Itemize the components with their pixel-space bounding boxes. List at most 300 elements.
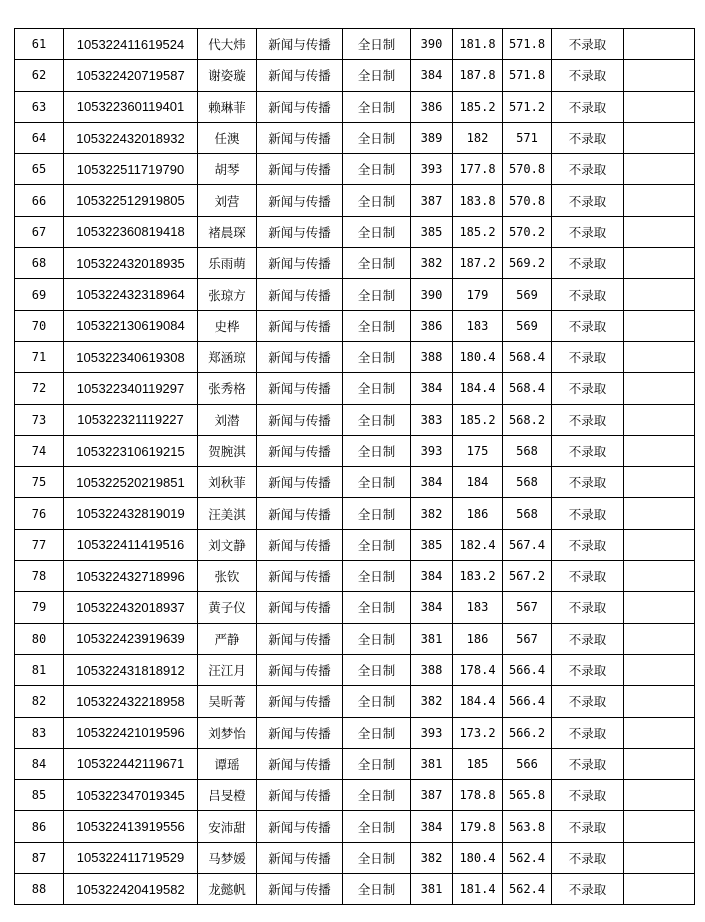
total-score-cell: 568.4 [503,373,552,404]
candidate-id-cell: 105322413919556 [64,811,198,842]
table-row [15,310,695,341]
retest-score-cell: 180.4 [453,341,503,372]
table-row [15,60,695,91]
major-cell: 新闻与传播 [257,91,343,122]
first-exam-score-cell: 385 [411,216,453,247]
first-exam-score-cell: 386 [411,91,453,122]
retest-score-cell: 184.4 [453,686,503,717]
total-score-cell: 571.2 [503,91,552,122]
major-cell: 新闻与传播 [257,623,343,654]
total-score-cell: 570.2 [503,216,552,247]
study-mode-cell: 全日制 [343,686,411,717]
major-cell: 新闻与传播 [257,60,343,91]
major-cell: 新闻与传播 [257,592,343,623]
study-mode-cell: 全日制 [343,310,411,341]
table-row [15,248,695,279]
first-exam-score-cell: 384 [411,561,453,592]
table-row [15,592,695,623]
major-cell: 新闻与传播 [257,529,343,560]
first-exam-score-cell: 386 [411,310,453,341]
retest-score-cell: 183 [453,310,503,341]
remarks-cell [624,842,695,873]
candidate-id-cell: 105322310619215 [64,435,198,466]
major-cell: 新闻与传播 [257,279,343,310]
table-row [15,623,695,654]
row-number-cell: 71 [15,341,64,372]
candidate-name-cell: 郑涵琼 [198,341,257,372]
admission-result-cell: 不录取 [552,91,624,122]
row-number-cell: 85 [15,780,64,811]
study-mode-cell: 全日制 [343,623,411,654]
candidate-name-cell: 刘文静 [198,529,257,560]
candidate-name-cell: 任澳 [198,122,257,153]
first-exam-score-cell: 387 [411,780,453,811]
admission-result-cell: 不录取 [552,154,624,185]
admission-result-cell: 不录取 [552,592,624,623]
row-number-cell: 68 [15,248,64,279]
major-cell: 新闻与传播 [257,373,343,404]
total-score-cell: 569.2 [503,248,552,279]
candidate-id-cell: 105322432718996 [64,561,198,592]
total-score-cell: 570.8 [503,154,552,185]
remarks-cell [624,561,695,592]
first-exam-score-cell: 393 [411,717,453,748]
major-cell: 新闻与传播 [257,686,343,717]
total-score-cell: 571.8 [503,60,552,91]
row-number-cell: 61 [15,29,64,60]
table-row [15,154,695,185]
admission-result-cell: 不录取 [552,842,624,873]
candidate-id-cell: 105322420719587 [64,60,198,91]
retest-score-cell: 183.8 [453,185,503,216]
candidate-name-cell: 胡琴 [198,154,257,185]
first-exam-score-cell: 384 [411,60,453,91]
candidate-id-cell: 105322432218958 [64,686,198,717]
major-cell: 新闻与传播 [257,467,343,498]
admission-result-cell: 不录取 [552,310,624,341]
row-number-cell: 76 [15,498,64,529]
remarks-cell [624,467,695,498]
remarks-cell [624,91,695,122]
admission-result-cell: 不录取 [552,686,624,717]
row-number-cell: 72 [15,373,64,404]
row-number-cell: 65 [15,154,64,185]
total-score-cell: 567 [503,623,552,654]
table-row [15,29,695,60]
major-cell: 新闻与传播 [257,122,343,153]
first-exam-score-cell: 382 [411,498,453,529]
remarks-cell [624,498,695,529]
remarks-cell [624,373,695,404]
remarks-cell [624,341,695,372]
candidate-id-cell: 105322411619524 [64,29,198,60]
row-number-cell: 74 [15,435,64,466]
remarks-cell [624,60,695,91]
retest-score-cell: 187.2 [453,248,503,279]
study-mode-cell: 全日制 [343,780,411,811]
row-number-cell: 86 [15,811,64,842]
total-score-cell: 570.8 [503,185,552,216]
retest-score-cell: 173.2 [453,717,503,748]
retest-score-cell: 184 [453,467,503,498]
admission-result-cell: 不录取 [552,341,624,372]
retest-score-cell: 185.2 [453,216,503,247]
retest-score-cell: 177.8 [453,154,503,185]
candidate-name-cell: 马梦媛 [198,842,257,873]
row-number-cell: 63 [15,91,64,122]
study-mode-cell: 全日制 [343,279,411,310]
remarks-cell [624,717,695,748]
candidate-name-cell: 乐雨萌 [198,248,257,279]
table-row [15,686,695,717]
admission-result-cell: 不录取 [552,561,624,592]
candidate-id-cell: 105322411719529 [64,842,198,873]
admission-result-cell: 不录取 [552,874,624,905]
first-exam-score-cell: 381 [411,748,453,779]
candidate-id-cell: 105322432018937 [64,592,198,623]
first-exam-score-cell: 393 [411,154,453,185]
remarks-cell [624,529,695,560]
admission-result-cell: 不录取 [552,435,624,466]
total-score-cell: 566 [503,748,552,779]
row-number-cell: 66 [15,185,64,216]
total-score-cell: 569 [503,279,552,310]
candidate-name-cell: 张秀格 [198,373,257,404]
total-score-cell: 571.8 [503,29,552,60]
admission-result-cell: 不录取 [552,248,624,279]
admission-result-cell: 不录取 [552,373,624,404]
row-number-cell: 69 [15,279,64,310]
first-exam-score-cell: 382 [411,248,453,279]
candidate-id-cell: 105322420419582 [64,874,198,905]
row-number-cell: 75 [15,467,64,498]
major-cell: 新闻与传播 [257,185,343,216]
total-score-cell: 571 [503,122,552,153]
admission-result-cell: 不录取 [552,811,624,842]
candidate-name-cell: 黄子仪 [198,592,257,623]
retest-score-cell: 183 [453,592,503,623]
candidate-name-cell: 龙懿帆 [198,874,257,905]
major-cell: 新闻与传播 [257,154,343,185]
study-mode-cell: 全日制 [343,717,411,748]
first-exam-score-cell: 384 [411,592,453,623]
candidate-id-cell: 105322442119671 [64,748,198,779]
first-exam-score-cell: 384 [411,373,453,404]
table-row [15,529,695,560]
table-row [15,185,695,216]
candidate-name-cell: 谭瑶 [198,748,257,779]
retest-score-cell: 183.2 [453,561,503,592]
first-exam-score-cell: 381 [411,623,453,654]
remarks-cell [624,279,695,310]
table-row [15,341,695,372]
study-mode-cell: 全日制 [343,561,411,592]
first-exam-score-cell: 390 [411,29,453,60]
remarks-cell [624,185,695,216]
row-number-cell: 73 [15,404,64,435]
retest-score-cell: 186 [453,498,503,529]
remarks-cell [624,874,695,905]
total-score-cell: 566.4 [503,654,552,685]
candidate-id-cell: 105322340619308 [64,341,198,372]
candidate-name-cell: 安沛甜 [198,811,257,842]
major-cell: 新闻与传播 [257,717,343,748]
row-number-cell: 78 [15,561,64,592]
study-mode-cell: 全日制 [343,373,411,404]
remarks-cell [624,748,695,779]
study-mode-cell: 全日制 [343,216,411,247]
candidate-id-cell: 105322511719790 [64,154,198,185]
candidate-name-cell: 张钦 [198,561,257,592]
major-cell: 新闻与传播 [257,748,343,779]
first-exam-score-cell: 382 [411,842,453,873]
candidate-id-cell: 105322347019345 [64,780,198,811]
remarks-cell [624,248,695,279]
admission-result-cell: 不录取 [552,185,624,216]
candidate-name-cell: 严静 [198,623,257,654]
retest-score-cell: 182 [453,122,503,153]
total-score-cell: 567.4 [503,529,552,560]
candidate-id-cell: 105322432318964 [64,279,198,310]
candidate-name-cell: 吕旻橙 [198,780,257,811]
study-mode-cell: 全日制 [343,654,411,685]
candidate-id-cell: 105322432819019 [64,498,198,529]
admission-result-cell: 不录取 [552,60,624,91]
study-mode-cell: 全日制 [343,842,411,873]
remarks-cell [624,654,695,685]
candidate-name-cell: 谢姿璇 [198,60,257,91]
row-number-cell: 84 [15,748,64,779]
row-number-cell: 87 [15,842,64,873]
major-cell: 新闻与传播 [257,310,343,341]
candidate-name-cell: 张琼方 [198,279,257,310]
study-mode-cell: 全日制 [343,60,411,91]
major-cell: 新闻与传播 [257,248,343,279]
major-cell: 新闻与传播 [257,29,343,60]
retest-score-cell: 181.4 [453,874,503,905]
first-exam-score-cell: 393 [411,435,453,466]
study-mode-cell: 全日制 [343,29,411,60]
table-row [15,654,695,685]
retest-score-cell: 185 [453,748,503,779]
study-mode-cell: 全日制 [343,748,411,779]
candidate-name-cell: 刘潜 [198,404,257,435]
remarks-cell [624,435,695,466]
major-cell: 新闻与传播 [257,874,343,905]
total-score-cell: 562.4 [503,874,552,905]
first-exam-score-cell: 390 [411,279,453,310]
study-mode-cell: 全日制 [343,435,411,466]
retest-score-cell: 180.4 [453,842,503,873]
retest-score-cell: 186 [453,623,503,654]
row-number-cell: 81 [15,654,64,685]
retest-score-cell: 178.4 [453,654,503,685]
total-score-cell: 568.2 [503,404,552,435]
candidate-id-cell: 105322130619084 [64,310,198,341]
admission-result-cell: 不录取 [552,780,624,811]
candidate-name-cell: 贺腕淇 [198,435,257,466]
remarks-cell [624,686,695,717]
total-score-cell: 562.4 [503,842,552,873]
candidate-id-cell: 105322411419516 [64,529,198,560]
admission-result-cell: 不录取 [552,467,624,498]
table-row [15,404,695,435]
candidate-id-cell: 105322321119227 [64,404,198,435]
candidate-id-cell: 105322421019596 [64,717,198,748]
row-number-cell: 77 [15,529,64,560]
admission-result-cell: 不录取 [552,623,624,654]
admission-result-cell: 不录取 [552,122,624,153]
candidate-id-cell: 105322360119401 [64,91,198,122]
table-row [15,216,695,247]
table-row [15,561,695,592]
total-score-cell: 566.4 [503,686,552,717]
table-row [15,498,695,529]
major-cell: 新闻与传播 [257,404,343,435]
study-mode-cell: 全日制 [343,467,411,498]
study-mode-cell: 全日制 [343,592,411,623]
row-number-cell: 80 [15,623,64,654]
admission-results-table [14,28,695,905]
major-cell: 新闻与传播 [257,780,343,811]
retest-score-cell: 181.8 [453,29,503,60]
table-row [15,811,695,842]
retest-score-cell: 187.8 [453,60,503,91]
candidate-id-cell: 105322432018932 [64,122,198,153]
first-exam-score-cell: 382 [411,686,453,717]
row-number-cell: 82 [15,686,64,717]
table-row [15,748,695,779]
admission-result-cell: 不录取 [552,404,624,435]
row-number-cell: 62 [15,60,64,91]
table-row [15,91,695,122]
remarks-cell [624,29,695,60]
admission-result-cell: 不录取 [552,654,624,685]
admission-result-cell: 不录取 [552,29,624,60]
study-mode-cell: 全日制 [343,122,411,153]
first-exam-score-cell: 385 [411,529,453,560]
admission-result-cell: 不录取 [552,279,624,310]
candidate-name-cell: 刘梦怡 [198,717,257,748]
study-mode-cell: 全日制 [343,91,411,122]
study-mode-cell: 全日制 [343,185,411,216]
remarks-cell [624,310,695,341]
row-number-cell: 79 [15,592,64,623]
candidate-name-cell: 史桦 [198,310,257,341]
candidate-id-cell: 105322340119297 [64,373,198,404]
first-exam-score-cell: 381 [411,874,453,905]
table-row [15,842,695,873]
study-mode-cell: 全日制 [343,154,411,185]
total-score-cell: 568 [503,435,552,466]
row-number-cell: 70 [15,310,64,341]
table-row [15,717,695,748]
study-mode-cell: 全日制 [343,341,411,372]
remarks-cell [624,811,695,842]
study-mode-cell: 全日制 [343,874,411,905]
candidate-name-cell: 代大炜 [198,29,257,60]
first-exam-score-cell: 388 [411,341,453,372]
candidate-name-cell: 刘营 [198,185,257,216]
admission-result-cell: 不录取 [552,529,624,560]
candidate-id-cell: 105322512919805 [64,185,198,216]
admission-result-cell: 不录取 [552,498,624,529]
study-mode-cell: 全日制 [343,404,411,435]
retest-score-cell: 182.4 [453,529,503,560]
study-mode-cell: 全日制 [343,811,411,842]
total-score-cell: 568 [503,498,552,529]
total-score-cell: 565.8 [503,780,552,811]
remarks-cell [624,154,695,185]
study-mode-cell: 全日制 [343,498,411,529]
retest-score-cell: 179.8 [453,811,503,842]
retest-score-cell: 185.2 [453,91,503,122]
total-score-cell: 566.2 [503,717,552,748]
candidate-id-cell: 105322520219851 [64,467,198,498]
row-number-cell: 67 [15,216,64,247]
remarks-cell [624,780,695,811]
first-exam-score-cell: 384 [411,467,453,498]
major-cell: 新闻与传播 [257,811,343,842]
admission-result-cell: 不录取 [552,717,624,748]
table-body [15,29,695,905]
major-cell: 新闻与传播 [257,561,343,592]
study-mode-cell: 全日制 [343,248,411,279]
retest-score-cell: 179 [453,279,503,310]
remarks-cell [624,592,695,623]
remarks-cell [624,623,695,654]
remarks-cell [624,404,695,435]
first-exam-score-cell: 383 [411,404,453,435]
candidate-name-cell: 吴昕菁 [198,686,257,717]
first-exam-score-cell: 387 [411,185,453,216]
table-row [15,780,695,811]
major-cell: 新闻与传播 [257,341,343,372]
major-cell: 新闻与传播 [257,498,343,529]
candidate-id-cell: 105322423919639 [64,623,198,654]
candidate-name-cell: 汪江月 [198,654,257,685]
admission-result-cell: 不录取 [552,216,624,247]
candidate-name-cell: 汪美淇 [198,498,257,529]
row-number-cell: 83 [15,717,64,748]
major-cell: 新闻与传播 [257,654,343,685]
major-cell: 新闻与传播 [257,435,343,466]
total-score-cell: 568 [503,467,552,498]
major-cell: 新闻与传播 [257,216,343,247]
table-row [15,373,695,404]
retest-score-cell: 185.2 [453,404,503,435]
remarks-cell [624,216,695,247]
row-number-cell: 88 [15,874,64,905]
first-exam-score-cell: 388 [411,654,453,685]
candidate-id-cell: 105322432018935 [64,248,198,279]
remarks-cell [624,122,695,153]
total-score-cell: 567.2 [503,561,552,592]
retest-score-cell: 175 [453,435,503,466]
total-score-cell: 563.8 [503,811,552,842]
major-cell: 新闻与传播 [257,842,343,873]
table-row [15,122,695,153]
retest-score-cell: 184.4 [453,373,503,404]
candidate-id-cell: 105322360819418 [64,216,198,247]
first-exam-score-cell: 384 [411,811,453,842]
table-row [15,435,695,466]
table-row [15,874,695,905]
candidate-name-cell: 刘秋菲 [198,467,257,498]
candidate-id-cell: 105322431818912 [64,654,198,685]
first-exam-score-cell: 389 [411,122,453,153]
study-mode-cell: 全日制 [343,529,411,560]
